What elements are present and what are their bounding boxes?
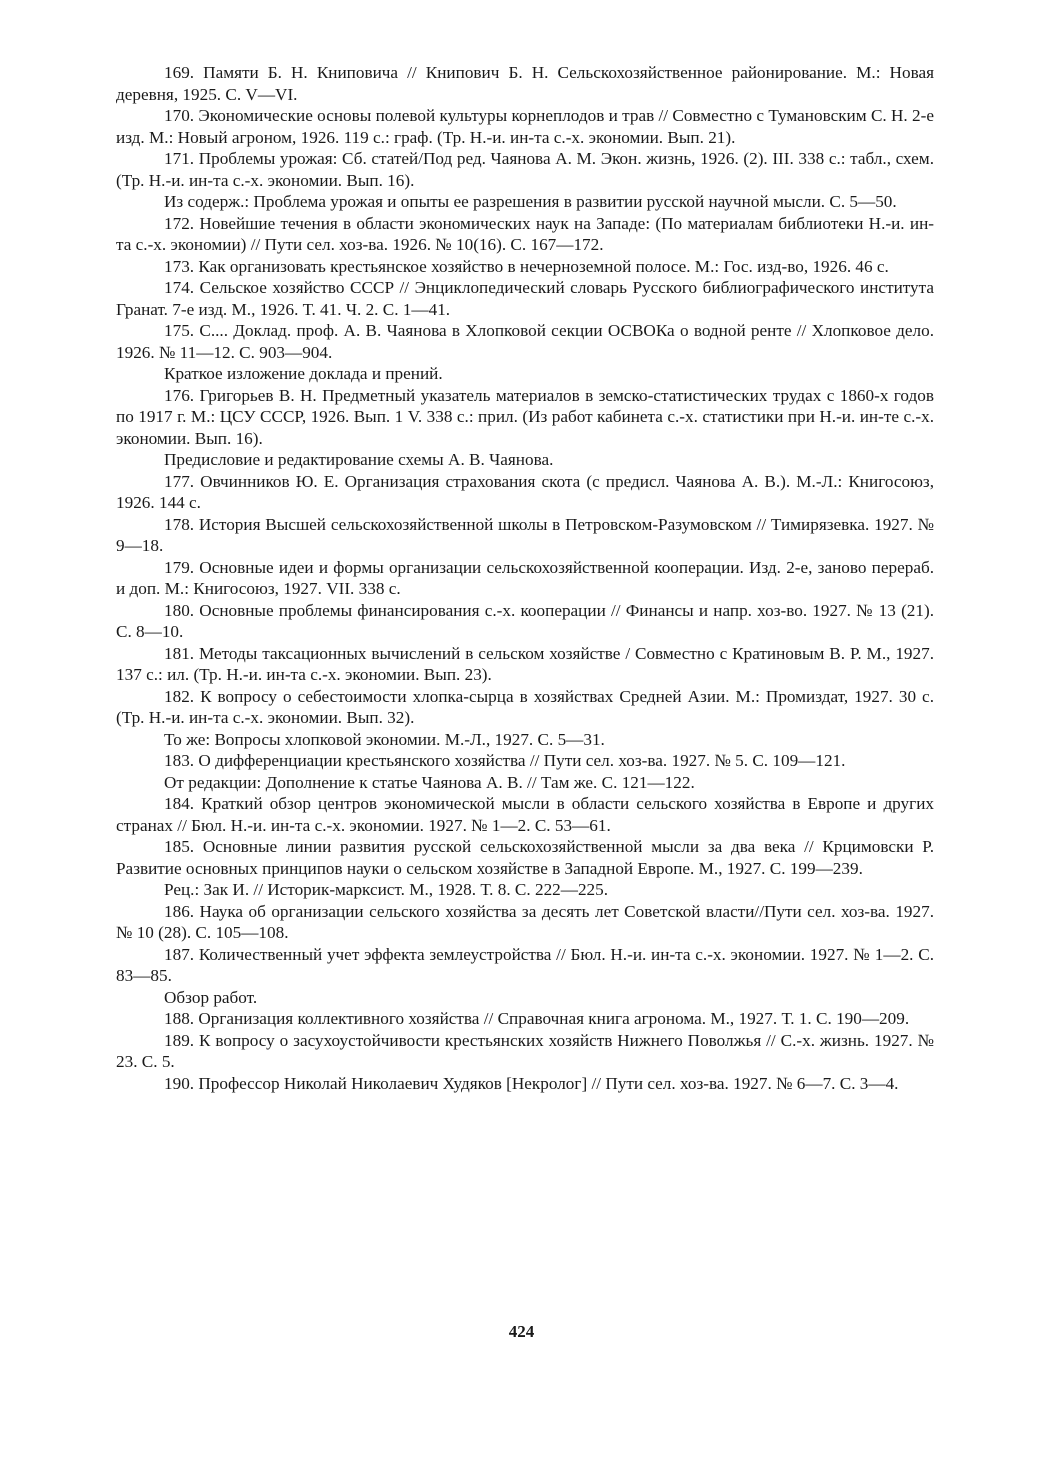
bibliography-entry-188: 188. Организация коллективного хозяйства // Справочная книга агронома. М., 1927. Т. 1. С. 190—209. [164, 1009, 910, 1028]
bibliography-entry-169: 169. Памяти Б. Н. Книповича // Книпович Б. Н. Сельскохозяйственное районирование. М.: Новая деревня, 1925. С. V—VI. [116, 63, 934, 104]
bibliography-entry-181: 181. Методы таксационных вычислений в сельском хозяйстве / Совместно с Кратиновым В. Р. М., 1927. 137 с.: ил. (Тр. Н.-и. ин-та с.-х. экономии. Вып. 23). [116, 643, 934, 684]
bibliography-entry-177: 177. Овчинников Ю. Е. Организация страхования скота (с предисл. Чаянова А. В.). М.-Л.: Книгосоюз, 1926. 144 с. [116, 471, 934, 512]
bibliography-entry-170: 170. Экономические основы полевой культуры корнеплодов и трав // Совместно с Тумановским С. Н. 2-е изд. М.: Новый агроном, 1926. 119 с.: граф. (Тр. Н.-и. ин-та с.-х. экономии. Вып. 21). [116, 106, 934, 147]
bibliography-entry-183: 183. О дифференциации крестьянского хозяйства // Пути сел. хоз-ва. 1927. № 5. С. 109—121. [164, 751, 846, 770]
entry-185-review-note: Рец.: Зак И. // Историк-марксист. М., 1928. Т. 8. С. 222—225. [164, 880, 609, 899]
bibliography-entry-184: 184. Краткий обзор центров экономической мысли в области сельского хозяйства в Европе и других странах // Бюл. Н.-и. ин-та с.-х. экономии. 1927. № 1—2. С. 53—61. [116, 794, 934, 835]
bibliography-entry-190: 190. Профессор Николай Николаевич Худяков [Некролог] // Пути сел. хоз-ва. 1927. № 6—7. С. 3—4. [164, 1073, 899, 1093]
entry-175-note: Краткое изложение доклада и прений. [164, 364, 443, 383]
bibliography-page-body [116, 62, 934, 1094]
bibliography-entry-173: 173. Как организовать крестьянское хозяйство в нечерноземной полосе. М.: Гос. изд-во, 1926. 46 с. [164, 256, 889, 276]
bibliography-entry-172: 172. Новейшие течения в области экономических наук на Западе: (По материалам библиотеки Н.-и. ин-та с.-х. экономии) // Пути сел. хоз-ва. 1926. № 10(16). С. 167—172. [116, 213, 934, 254]
entry-183-editorial-note: От редакции: Дополнение к статье Чаянова А. В. // Там же. С. 121—122. [164, 772, 695, 792]
entry-182-note: То же: Вопросы хлопковой экономии. М.-Л., 1927. С. 5—31. [164, 729, 605, 749]
bibliography-entry-187: 187. Количественный учет эффекта землеустройства // Бюл. Н.-и. ин-та с.-х. экономии. 1927. № 1—2. С. 83—85. [116, 944, 934, 985]
bibliography-entry-174: 174. Сельское хозяйство СССР // Энциклопедический словарь Русского библиографического института Гранат. 7-е изд. М., 1926. Т. 41. Ч. 2. С. 1—41. [116, 278, 934, 319]
bibliography-entry-185: 185. Основные линии развития русской сельскохозяйственной мысли за два века // Крцимовски Р. Развитие основных принципов науки о сельском хозяйстве в Западной Европе. М., 1927. С. 199—239. [116, 837, 934, 878]
bibliography-entry-176: 176. Григорьев В. Н. Предметный указатель материалов в земско-статистических трудах с 1860-х годов по 1917 г. М.: ЦСУ СССР, 1926. Вып. 1 V. 338 с.: прил. (Из работ кабинета с.-х. статистики при Н.-и. ин-те с.-х. экономии. Вып. 16). [116, 385, 934, 448]
bibliography-entry-180: 180. Основные проблемы финансирования с.-х. кооперации // Финансы и напр. хоз-во. 1927. № 13 (21). С. 8—10. [116, 600, 934, 641]
bibliography-entry-178: 178. История Высшей сельскохозяйственной школы в Петровском-Разумовском // Тимирязевка. 1927. № 9—18. [116, 514, 934, 555]
bibliography-entry-182: 182. К вопросу о себестоимости хлопка-сырца в хозяйствах Средней Азии. М.: Промиздат, 1927. 30 с. (Тр. Н.-и. ин-та с.-х. экономии. Вып. 32). [116, 686, 934, 727]
bibliography-entry-189: 189. К вопросу о засухоустойчивости крестьянских хозяйств Нижнего Поволжья // С.-х. жизнь. 1927. № 23. С. 5. [116, 1030, 934, 1071]
entry-187-note: Обзор работ. [164, 987, 258, 1007]
bibliography-entry-175: 175. С.... Доклад. проф. А. В. Чаянова в Хлопковой секции ОСВОКа о водной ренте // Хлопковое дело. 1926. № 11—12. С. 903—904. [116, 321, 934, 362]
bibliography-entry-186: 186. Наука об организации сельского хозяйства за десять лет Советской власти//Пути сел. хоз-ва. 1927. № 10 (28). С. 105—108. [116, 901, 934, 942]
entry-171-contents-note: Из содерж.: Проблема урожая и опыты ее разрешения в развитии русской научной мысли. С. 5—50. [164, 192, 897, 211]
entry-176-note: Предисловие и редактирование схемы А. В. Чаянова. [164, 450, 554, 469]
page-number: 424 [508, 1322, 535, 1341]
bibliography-entry-179: 179. Основные идеи и формы организации сельскохозяйственной кооперации. Изд. 2-е, заново перераб. и доп. М.: Книгосоюз, 1927. VII. 338 с. [116, 557, 934, 598]
bibliography-entry-171: 171. Проблемы урожая: Сб. статей/Под ред. Чаянова А. М. Экон. жизнь, 1926. (2). III. 338 с.: табл., схем. (Тр. Н.-и. ин-та с.-х. экономии. Вып. 16). [116, 149, 934, 190]
